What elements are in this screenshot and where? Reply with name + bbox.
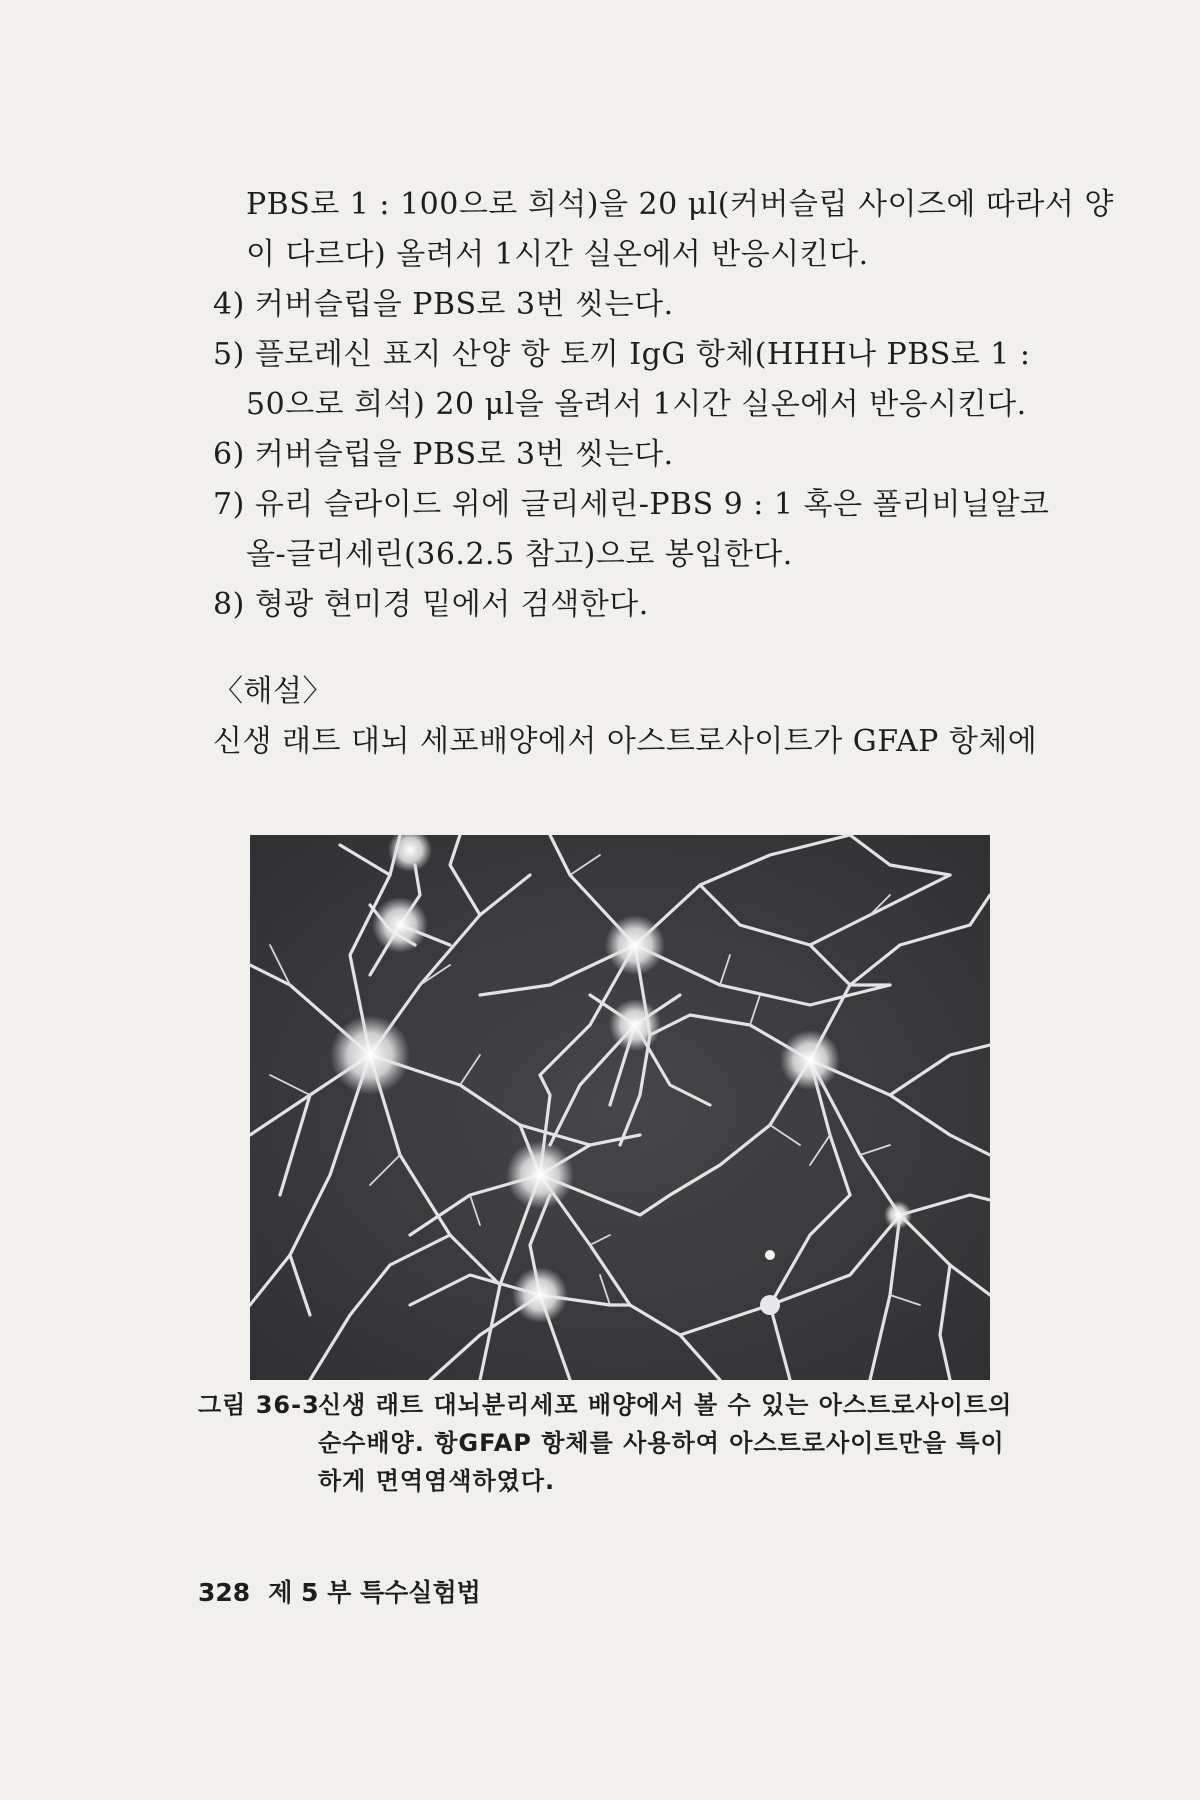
page-footer bbox=[198, 1576, 481, 1610]
figure-caption-line-3: 하게 면역염색하였다. bbox=[318, 1467, 556, 1495]
commentary-heading: 〈해설〉 bbox=[213, 674, 333, 709]
step-7-continued: 올-글리세린(36.2.5 참고)으로 봉입한다. bbox=[246, 537, 793, 572]
figure-label: 그림 36-3 bbox=[198, 1391, 320, 1419]
page-number: 328 bbox=[198, 1578, 251, 1607]
micrograph-image bbox=[250, 835, 990, 1380]
figure-caption-line-1: 신생 래트 대뇌분리세포 배양에서 볼 수 있는 아스트로사이트의 bbox=[318, 1391, 1013, 1419]
step-4: 4) 커버슬립을 PBS로 3번 씻는다. bbox=[213, 287, 674, 322]
commentary-text: 신생 래트 대뇌 세포배양에서 아스트로사이트가 GFAP 항체에 bbox=[213, 724, 1038, 759]
astrocyte-micrograph bbox=[250, 835, 990, 1380]
body-line-1: PBS로 1 : 100으로 희석)을 20 μl(커버슬립 사이즈에 따라서 양 bbox=[246, 187, 1114, 222]
section-title: 제 5 부 특수실험법 bbox=[268, 1578, 481, 1607]
body-line-2: 이 다르다) 올려서 1시간 실온에서 반응시킨다. bbox=[246, 237, 869, 272]
figure-caption-line-2: 순수배양. 항GFAP 항체를 사용하여 아스트로사이트만을 특이 bbox=[318, 1429, 1005, 1457]
step-8: 8) 형광 현미경 밑에서 검색한다. bbox=[213, 587, 649, 622]
step-7: 7) 유리 슬라이드 위에 글리세린-PBS 9 : 1 혹은 폴리비닐알코 bbox=[213, 487, 1050, 522]
step-5: 5) 플로레신 표지 산양 항 토끼 IgG 항체(HHH나 PBS로 1 : bbox=[213, 337, 1031, 372]
step-6: 6) 커버슬립을 PBS로 3번 씻는다. bbox=[213, 437, 674, 472]
step-5-continued: 50으로 희석) 20 μl을 올려서 1시간 실온에서 반응시킨다. bbox=[246, 387, 1027, 422]
